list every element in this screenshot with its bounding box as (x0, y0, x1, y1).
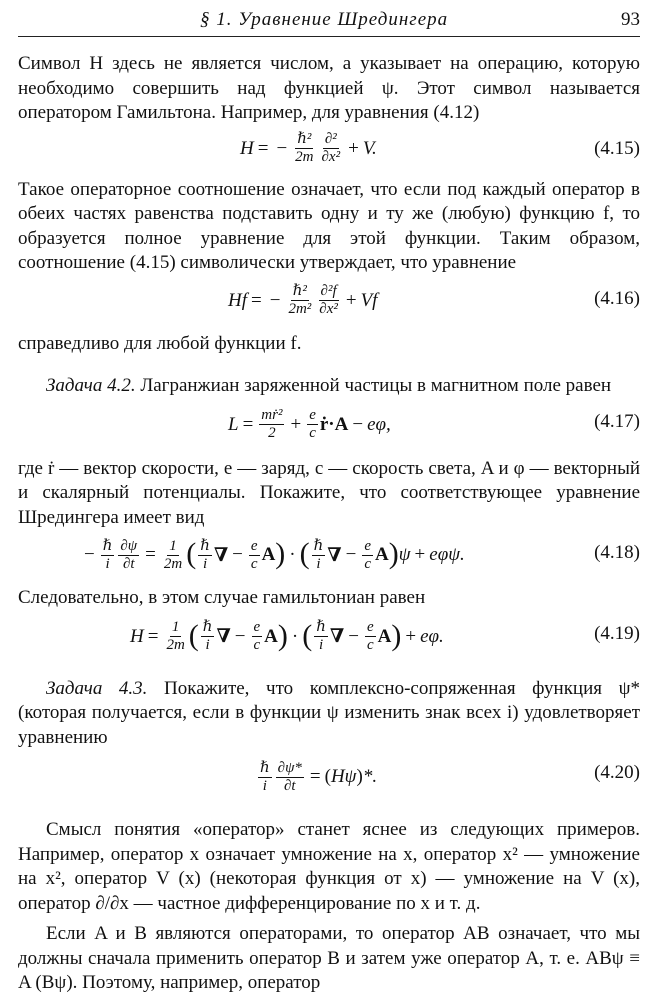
equation-number: (4.20) (594, 762, 640, 783)
equation-4-19: H = $\frac{1}{2m}$ ( $\frac{\text{ℏ}}{i}$ ∇ − $\frac{e}{c}$ A ) · ( $\frac{\text{ℏ}}{i}$ ∇ − $\frac{e}{c}$ A ) + eφ. (4.19) (130, 618, 640, 653)
equation-number: (4.18) (594, 542, 640, 563)
paragraph-3: справедливо для любой функции f. (18, 332, 302, 354)
equation-4-18: − $\frac{\text{ℏ}}{i}$ $\frac{\partial\psi}{\partial t}$ = $\frac{1}{2m}$ ( $\frac{\text{ℏ}}{i}$ ∇ − $\frac{e}{c}$ A ) · ( $\frac{\text{ℏ}}{i}$ ∇ − $\frac{e}{c}$ A ) ψ + eφψ. (4.18) (84, 537, 640, 572)
page-header (18, 0, 640, 37)
equation-4-16: Hf = − $\frac{\text{ℏ²}}{\text{2m²}}$ $\frac{\text{∂²f}}{\text{∂x²}}$ + Vf (4.16) (228, 283, 640, 317)
equation-number: (4.17) (594, 410, 640, 432)
task-4-2 (18, 374, 640, 399)
page-body (18, 52, 640, 996)
paragraph-5: Следовательно, в этом случае гамильтониан равен (18, 587, 426, 608)
paragraph-2: Такое операторное соотношение означает, что если под каждый оператор в обеих частях равенства подставить одну и ту же (любую) функцию f, то образуется полное уравнение для этой функции. Таким образом, соотношение (4.15) символически утверждает, что уравнение (18, 178, 640, 273)
equation-number: (4.19) (594, 622, 640, 644)
paragraph-4: где ṙ — вектор скорости, e — заряд, c — скорость света, A и φ — векторный и скалярный потенциалы. Покажите, что соответствующее уравнение Шредингера имеет вид (18, 457, 640, 528)
running-title: § 1. Уравнение Шредингера (200, 9, 449, 30)
paragraph-6: Смысл понятия «оператор» станет яснее из следующих примеров. Например, оператор x означает умножение на x, оператор x² — умножение на x², оператор V (x) (некоторая функция от x) — умножение на V (x), оператор ∂/∂x — частное дифференцирование по x и т. д. (18, 819, 640, 914)
task-text: Покажите, что комплексно-сопряженная функция ψ* (которая получается, если в функции ψ изменить знак всех i) удовлетворяет уравнению (18, 677, 640, 748)
equation-4-15: H = − $\frac{\text{ℏ²}}{2m}$ $\frac{\text{∂²}}{\text{∂x²}}$ + V. (4.15) (240, 131, 640, 165)
paragraph-1: Символ H здесь не является числом, а указывает на операцию, которую необходимо совершить над функцией ψ. Этот символ называется оператором Гамильтона. Например, для уравнения (4.12) (18, 53, 640, 123)
equation-number: (4.15) (594, 137, 640, 159)
task-4-3 (18, 677, 640, 751)
equation-4-20: $\frac{\text{ℏ}}{i}$ $\frac{\partial\psi*}{\partial t}$ = ( Hψ ) *. (4.20) (260, 759, 640, 794)
paragraph-7: Если A и B являются операторами, то оператор AB означает, что мы должны сначала применить оператор B и затем уже оператор A, т. е. ABψ ≡ A (Bψ). Поэтому, например, оператор (18, 923, 640, 993)
page-number: 93 (621, 9, 640, 30)
task-text: Лагранжиан заряженной частицы в магнитном поле равен (140, 375, 612, 396)
task-label: Задача 4.2. (46, 375, 136, 396)
task-label: Задача 4.3. (46, 677, 148, 699)
equation-4-17: L = $\frac{\text{mṙ²}}{2}$ + $\frac{e}{c}$ ṙ·A − eφ, (4.17) (228, 407, 640, 441)
equation-number: (4.16) (594, 287, 640, 309)
